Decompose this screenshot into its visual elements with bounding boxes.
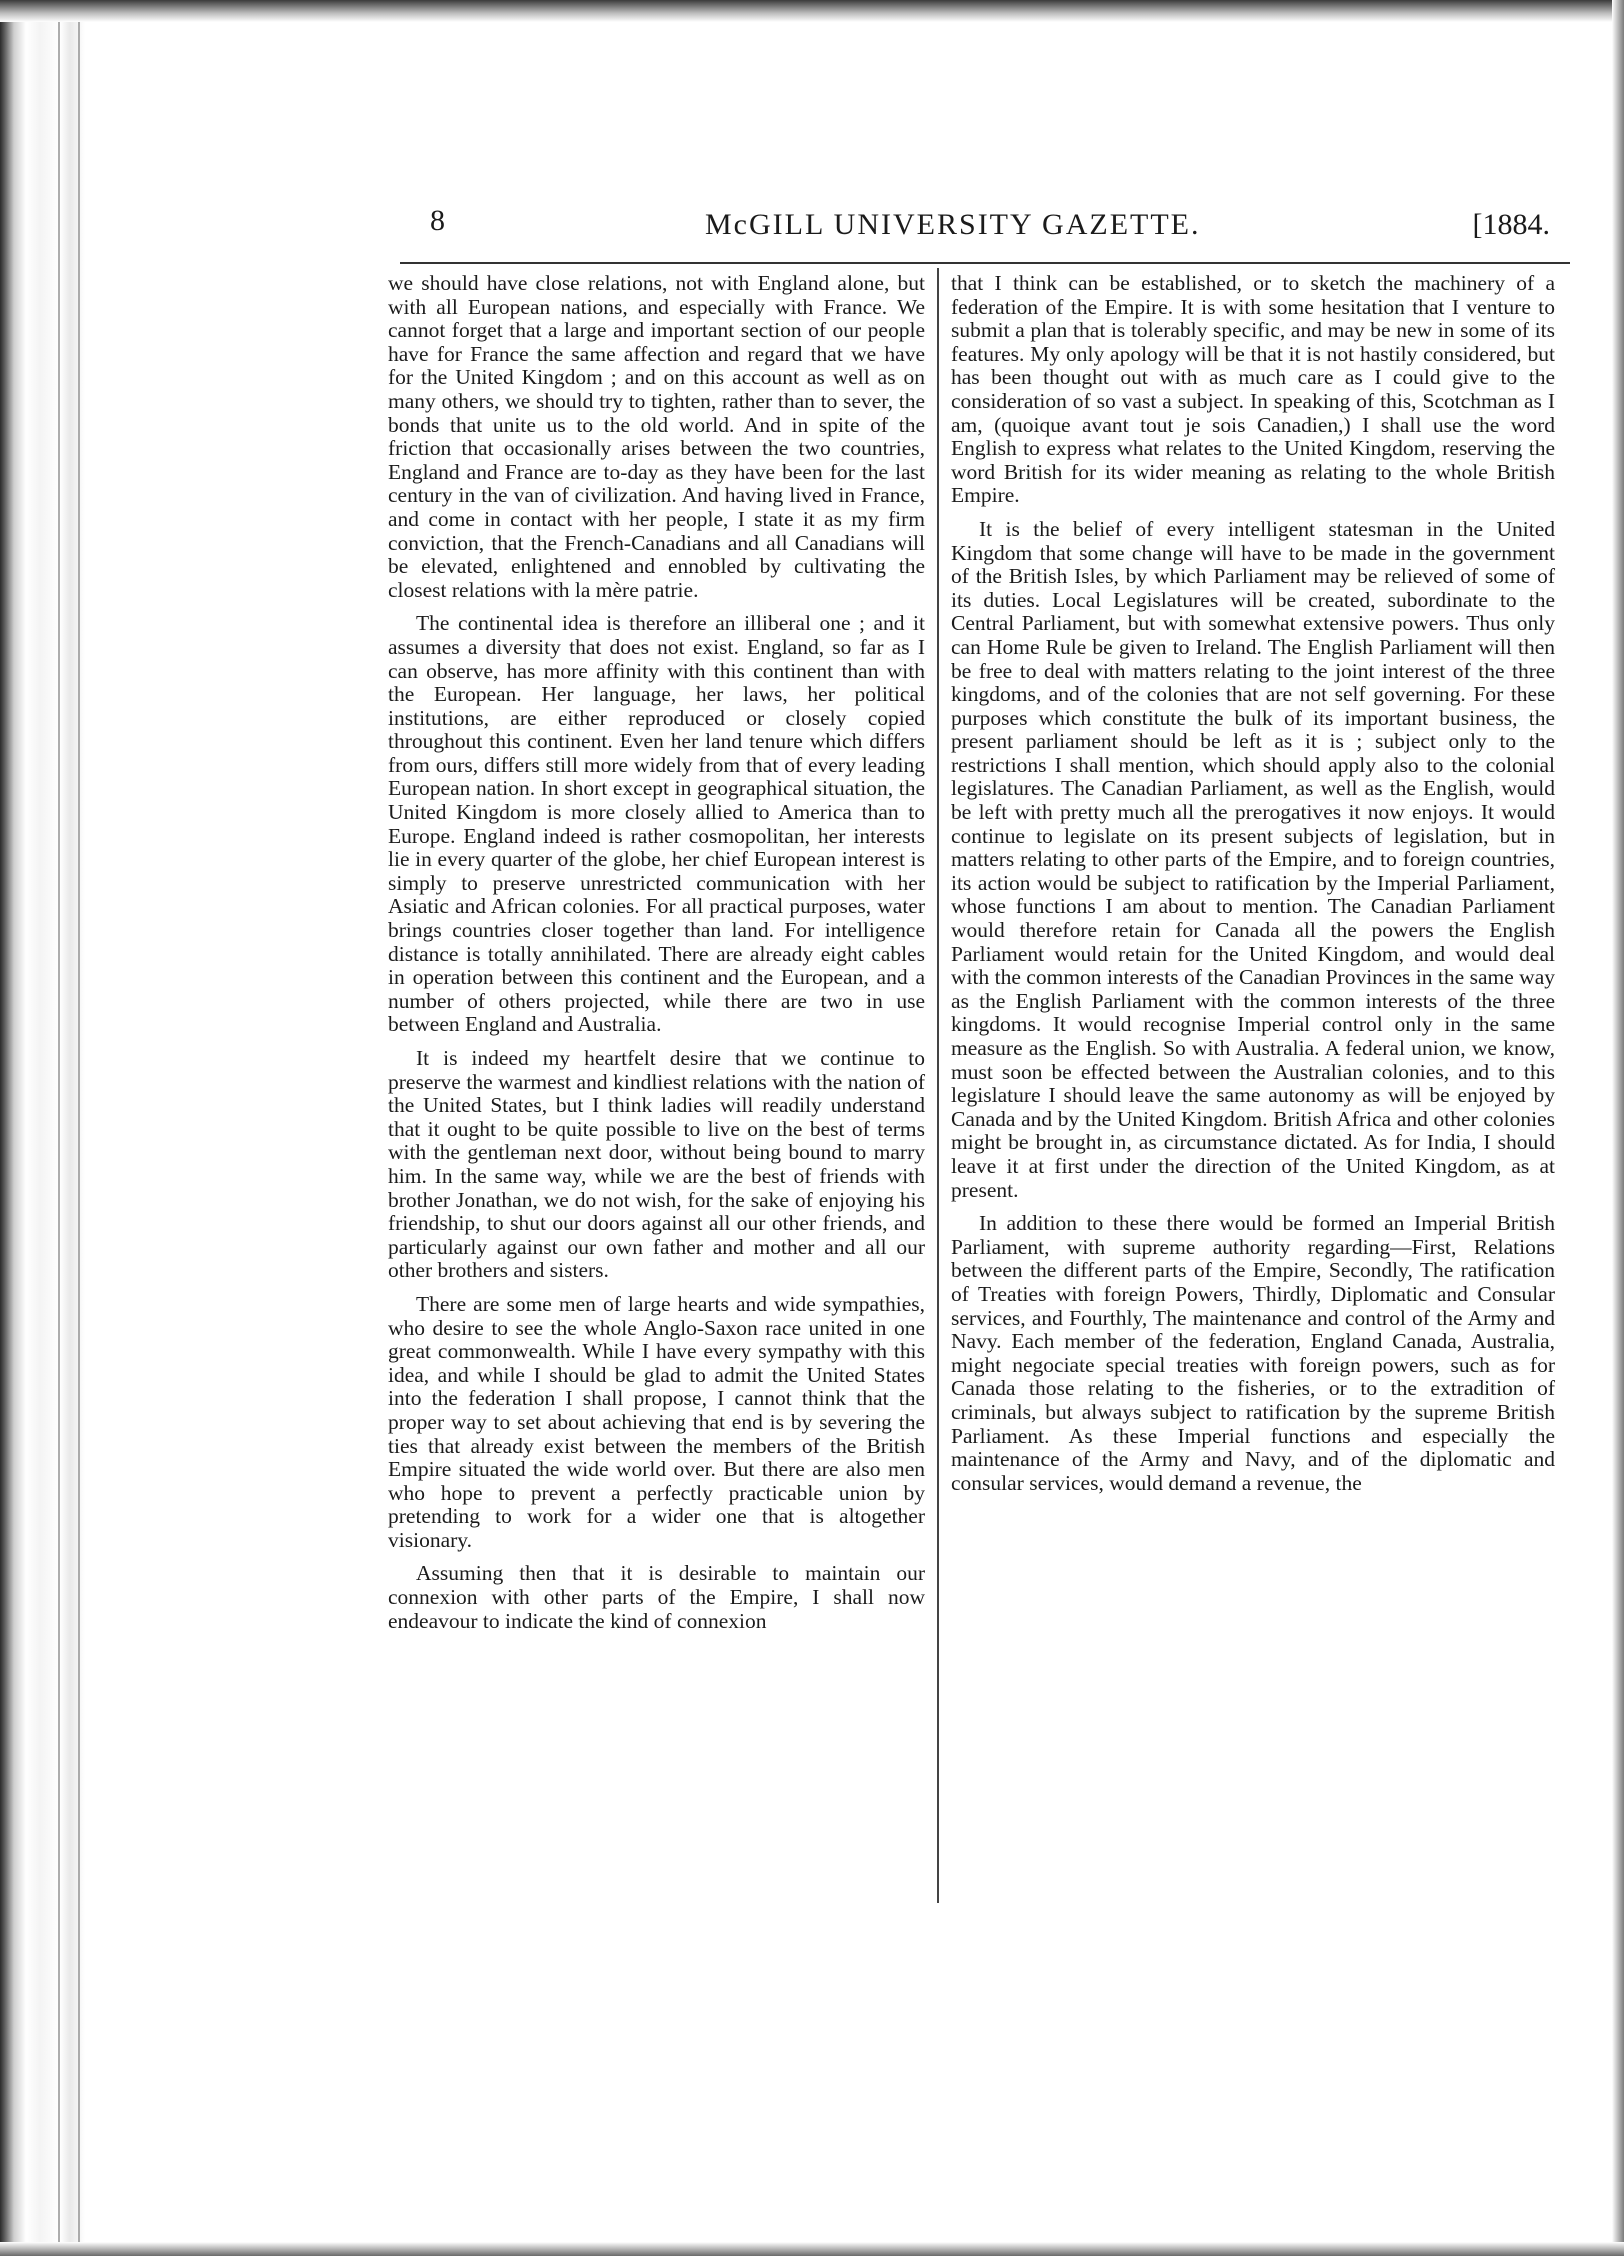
page-header xyxy=(430,204,1560,264)
bottom-scan-shadow xyxy=(0,2242,1624,2256)
page-edge-line xyxy=(78,0,80,2256)
paragraph: There are some men of large hearts and wide sympathies, who desire to see the whole Anglo-Saxon race united in one great commonwealth. While I have every sympathy with this idea, and while I should be glad to admit the United States into the federation I shall propose, I cannot think that the proper way to set about achieving that end is by severing the ties that already exist between the members of the British Empire situated the wide world over. But there are also men who hope to prevent a perfectly practicable union by pretending to work for a wider one that is altogether visionary. xyxy=(388,1291,925,1552)
paragraph: Assuming then that it is desirable to maintain our connexion with other parts of the Empire, I shall now endeavour to indicate the kind of connexion xyxy=(388,1561,925,1633)
right-scan-shadow xyxy=(1612,0,1624,2256)
paragraph: It is the belief of every intelligent statesman in the United Kingdom that some change will have to be made in the government of the British Isles, by which Parliament may be relieved of some of its duties. Local Legislatures will be created, subordinate to the Central Parliament, but with somewhat extensive powers. Thus only can Home Rule be given to Ireland. The English Parliament will then be free to deal with matters relating to the joint interest of the three kingdoms, and of the colonies that are not self governing. For these purposes which constitute the bulk of its important business, the present parliament should be left as it is ; subject only to the restrictions I shall mention, which should apply also to the colonial legislatures. The Canadian Parliament, as well as the English, would be left with pretty much all the prerogatives it now enjoys. It would continue to legislate on its present subjects of legislation, but in matters relating to other parts of the Empire, and to foreign countries, its action would be subject to ratification by the Imperial Parliament, whose functions I am about to mention. The Canadian Parliament would therefore retain for Canada all the powers the English Parliament would retain for the United Kingdom, and would deal with the common interests of the Canadian Provinces in the same way as the English Parliament with the common interests of the three kingdoms. It would recognise Imperial control only in the same measure as the English. So with Australia. A federal union, we know, must soon be effected between the Australian colonies, and to this legislature I should leave the same autonomy as will be enjoyed by Canada and by the United Kingdom. British Africa and other colonies might be brought in, as circumstance dictated. As for India, I should leave it at first under the direction of the United Kingdom, as at present. xyxy=(951,516,1555,1202)
page-number: 8 xyxy=(430,204,445,237)
header-rule xyxy=(400,262,1570,264)
page-stack-edge xyxy=(0,0,100,2256)
top-scan-shadow xyxy=(0,0,1624,22)
right-column xyxy=(951,272,1555,1505)
paragraph: that I think can be established, or to sketch the machinery of a federation of the Empire. It is with some hesitation that I venture to submit a plan that is tolerably specific, and may be new in some of its features. My only apology will be that it is not hastily considered, but has been thought out with as much care as I could give to the consideration of so vast a subject. In speaking of this, Scotchman as I am, (quoique avant tout je sois Canadien,) I shall use the word English to express what relates to the United Kingdom, reserving the word British for its wider meaning as relating to the whole British Empire. xyxy=(951,271,1555,508)
paragraph: In addition to these there would be formed an Imperial British Parliament, with supreme authority regarding—First, Relations between the different parts of the Empire, Secondly, The ratification of Treaties with foreign Powers, Thirdly, Diplomatic and Consular services, and Fourthly, The maintenance and control of the Army and Navy. Each member of the federation, England Canada, Australia, might negociate special treaties with foreign powers, such as for Canada those relating to the fisheries, or to the extradition of criminals, but always subject to ratification by the supreme British Parliament. As these Imperial functions and especially the maintenance of the Army and Navy, and of the diplomatic and consular services, would demand a revenue, the xyxy=(951,1211,1555,1495)
left-column xyxy=(388,272,925,1643)
column-divider xyxy=(937,268,939,1903)
publication-title: McGILL UNIVERSITY GAZETTE. xyxy=(705,208,1201,241)
paragraph: The continental idea is therefore an illiberal one ; and it assumes a diversity that does not exist. England, so far as I can observe, has more affinity with this continent than with the European. Her language, her laws, her political institutions, are either reproduced or closely copied throughout this continent. Even her land tenure which differs from ours, differs still more widely from that of every leading European nation. In short except in geographical situation, the United Kingdom is more closely allied to America than to Europe. England indeed is rather cosmopolitan, her interests lie in every quarter of the globe, her chief European interest is simply to preserve unrestricted communication with her Asiatic and African colonies. For all practical purposes, water brings countries closer together than land. For intelligence distance is totally annihilated. There are already eight cables in operation between this continent and the European, and a number of others projected, while there are two in use between England and Australia. xyxy=(388,611,925,1037)
paragraph: It is indeed my heartfelt desire that we continue to preserve the warmest and kindliest relations with the nation of the United States, but I think ladies will readily understand that it ought to be quite possible to live on the best of terms with the gentleman next door, without being bound to marry him. In the same way, while we are the best of friends with brother Jonathan, we do not wish, for the sake of enjoying his friendship, to shut our doors against all our other friends, and particularly against our own father and mother and all our other brothers and sisters. xyxy=(388,1046,925,1283)
issue-year: [1884. xyxy=(1472,208,1550,241)
paragraph: we should have close relations, not with England alone, but with all European nations, and especially with France. We cannot forget that a large and important section of our people have for France the same affection and regard that we have for the United Kingdom ; and on this account as well as on many others, we should try to tighten, rather than to sever, the bonds that unite us to the old world. And in spite of the friction that occasionally arises between the two countries, England and France are to-day as they have been for the last century in the van of civilization. And having lived in France, and come in contact with her people, I state it as my firm conviction, that the French-Canadians and all Canadians will be elevated, enlightened and ennobled by cultivating the closest relations with la mère patrie. xyxy=(388,271,925,602)
page-edge-line xyxy=(58,0,60,2256)
